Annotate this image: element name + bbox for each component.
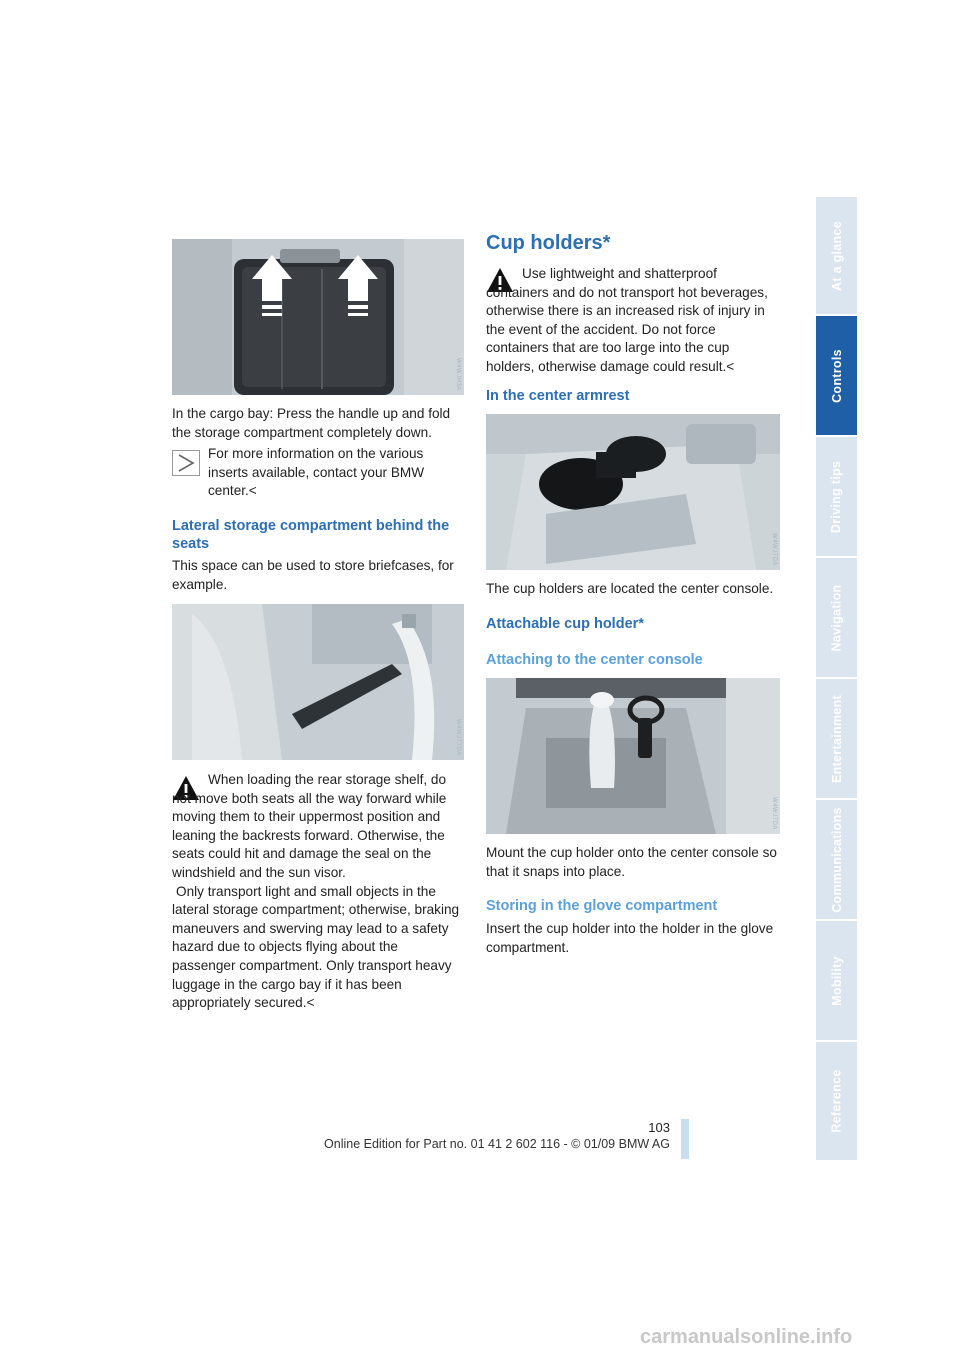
cargo-bay-storage-photo [172,239,464,395]
note-text: For more information on the various inserts available, contact your BMW center.< [208,446,425,499]
heading-attachable-cup-holder: Attachable cup holder* [486,616,644,632]
attaching-paragraph: Mount the cup holder onto the center console so that it snaps into place. [486,845,777,879]
tab-mobility[interactable]: Mobility [816,921,857,1040]
tab-at-a-glance[interactable]: At a glance [816,197,857,314]
warning-text-lateral: Only transport light and small objects in the lateral storage compartment; otherwise, braking maneuvers and swerving may lead to a safety hazard due to objects flying about the passenger compartment. Only transport heavy luggage in the cargo bay if it has been appropriately secured.< [172,883,460,1011]
image-code: W4WJH3A [455,358,461,391]
lateral-storage-photo [172,604,464,760]
page-title: Cup holders* [486,232,611,254]
tab-controls[interactable]: Controls [816,316,857,435]
center-armrest-photo [486,414,780,570]
storing-paragraph: Insert the cup holder into the holder in the glove compartment. [486,921,774,955]
heading-storing: Storing in the glove compartment [486,898,718,914]
tab-driving-tips[interactable]: Driving tips [816,437,857,556]
tab-reference[interactable]: Reference [816,1042,857,1160]
armrest-paragraph: The cup holders are located the center console. [486,581,774,596]
cup-holder-warning-text: Use lightweight and shatterproof containers and do not transport hot beverages, otherwise there is an increased risk of injury in the event of the accident. Do not force containers that are too large into the cup holders, otherwise damage could result.< [486,266,768,374]
page-number-bar [681,1119,689,1159]
warning-text-seats: When loading the rear storage shelf, do not move both seats all the way forward while moving them to their uppermost position and leaning the backrests forward. Otherwise, the seats could hit and damage the seal on the windshield and the sun visor. [172,772,447,880]
image-code: W4WJ77DA [455,719,461,756]
note-arrow-icon [172,450,200,476]
heading-center-armrest: In the center armrest [486,388,630,404]
lateral-storage-paragraph: This space can be used to store briefcases, for example. [172,558,454,592]
center-console-photo [486,678,780,834]
heading-lateral-storage: Lateral storage compartment behind the seats [172,518,450,552]
tab-communications[interactable]: Communications [816,800,857,919]
page-number: 103 [648,1120,670,1135]
image-code: W4WJ7DA [771,533,777,566]
tab-navigation[interactable]: Navigation [816,558,857,677]
tab-entertainment[interactable]: Entertainment [816,679,857,798]
footer-edition: Online Edition for Part no. 01 41 2 602 116 - © 01/09 BMW AG [324,1137,670,1151]
heading-attaching: Attaching to the center console [486,652,703,668]
image-code: W4WJ7DA [771,797,777,830]
cargo-bay-paragraph: In the cargo bay: Press the handle up and fold the storage compartment completely down. [172,406,451,440]
watermark: carmanualsonline.info [640,1326,853,1348]
